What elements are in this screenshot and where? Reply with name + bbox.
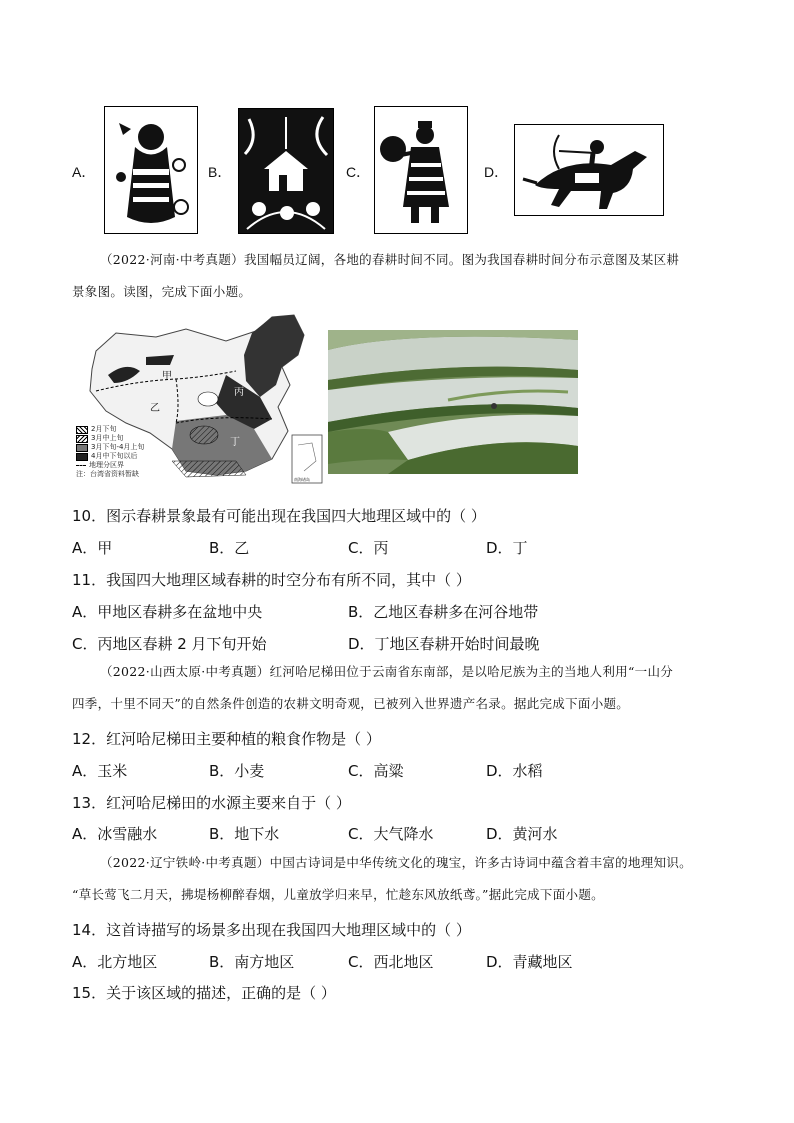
map-legend xyxy=(76,425,144,479)
intro-text: 景象图。读图，完成下面小题。 xyxy=(72,284,252,299)
region-label-ding: 丁 xyxy=(230,437,240,448)
question-15-stem: 15．关于该区域的描述，正确的是（ ） xyxy=(72,984,336,1002)
papercut-image-a xyxy=(104,106,198,234)
legend-item: 4月中下旬以后 xyxy=(76,452,144,461)
source-tag: （2022·山西太原·中考真题） xyxy=(100,664,270,679)
q13-option-c[interactable]: C．大气降水 xyxy=(348,825,434,843)
q11-option-a[interactable]: A．甲地区春耕多在盆地中央 xyxy=(72,603,263,621)
q10-option-d[interactable]: D．丁 xyxy=(486,539,528,557)
intro-text: “草长莺飞二月天，拂堤杨柳醉春烟，儿童放学归来早，忙趁东风放纸鸢。”据此完成下面小题。 xyxy=(72,887,604,902)
intro-text: 四季，十里不同天”的自然条件创造的农耕文明奇观，已被列入世界遗产名录。据此完成下面小题。 xyxy=(72,696,630,711)
q12-option-d[interactable]: D．水稻 xyxy=(486,762,543,780)
papercut-image-d xyxy=(514,124,664,216)
legend-item: 3月下旬-4月上旬 xyxy=(76,443,144,452)
question-10-stem: 10．图示春耕景象最有可能出现在我国四大地理区域中的（ ） xyxy=(72,507,486,525)
region-label-jia: 甲 xyxy=(162,371,172,382)
q14-option-b[interactable]: B．南方地区 xyxy=(209,953,295,971)
intro-text: 红河哈尼梯田位于云南省东南部，是以哈尼族为主的当地人利用“一山分 xyxy=(269,664,674,679)
papercut-image-c xyxy=(374,106,468,234)
q11-option-b[interactable]: B．乙地区春耕多在河谷地带 xyxy=(348,603,539,621)
question-12-stem: 12．红河哈尼梯田主要种植的粮食作物是（ ） xyxy=(72,730,381,748)
q12-option-c[interactable]: C．高粱 xyxy=(348,762,404,780)
intro-paragraph-2 xyxy=(72,662,722,714)
q14-option-c[interactable]: C．西北地区 xyxy=(348,953,434,971)
q11-option-d[interactable]: D．丁地区春耕开始时间最晚 xyxy=(348,635,540,653)
q10-option-c[interactable]: C．丙 xyxy=(348,539,389,557)
source-tag: （2022·河南·中考真题） xyxy=(100,252,244,267)
option-a-label: A． xyxy=(72,164,96,180)
legend-item: 2月下旬 xyxy=(76,425,144,434)
question-13-stem: 13．红河哈尼梯田的水源主要来自于（ ） xyxy=(72,794,351,812)
terrace-photo xyxy=(328,330,578,474)
legend-item: 3月中上旬 xyxy=(76,434,144,443)
q10-option-a[interactable]: A．甲 xyxy=(72,539,113,557)
question-14-stem: 14．这首诗描写的场景多出现在我国四大地理区域中的（ ） xyxy=(72,921,471,939)
spring-farming-map xyxy=(76,311,326,495)
papercut-image-b xyxy=(238,108,334,234)
intro-text: 我国幅员辽阔，各地的春耕时间不同。图为我国春耕时间分布示意图及某区耕 xyxy=(243,252,680,267)
region-label-bing: 丙 xyxy=(234,387,244,398)
q11-option-c[interactable]: C．丙地区春耕 2 月下旬开始 xyxy=(72,635,267,653)
q14-option-d[interactable]: D．青藏地区 xyxy=(486,953,573,971)
legend-note: 注：台湾省资料暂缺 xyxy=(76,470,139,478)
option-b-label: B． xyxy=(208,164,232,180)
inset-label: 南海诸岛 xyxy=(294,477,310,482)
q13-option-b[interactable]: B．地下水 xyxy=(209,825,280,843)
q12-option-a[interactable]: A．玉米 xyxy=(72,762,128,780)
intro-paragraph-1 xyxy=(72,250,722,302)
region-label-yi: 乙 xyxy=(150,403,160,414)
q13-option-a[interactable]: A．冰雪融水 xyxy=(72,825,158,843)
option-c-label: C． xyxy=(346,164,371,180)
intro-text: 中国古诗词是中华传统文化的瑰宝，许多古诗词中蕴含着丰富的地理知识。 xyxy=(269,855,692,870)
intro-paragraph-3 xyxy=(72,853,722,905)
q13-option-d[interactable]: D．黄河水 xyxy=(486,825,558,843)
legend-item: 地理分区界 xyxy=(76,461,144,470)
q14-option-a[interactable]: A．北方地区 xyxy=(72,953,158,971)
option-d-label: D． xyxy=(484,164,509,180)
question-11-stem: 11．我国四大地理区域春耕的时空分布有所不同，其中（ ） xyxy=(72,571,471,589)
source-tag: （2022·辽宁铁岭·中考真题） xyxy=(100,855,270,870)
q12-option-b[interactable]: B．小麦 xyxy=(209,762,265,780)
q10-option-b[interactable]: B．乙 xyxy=(209,539,250,557)
